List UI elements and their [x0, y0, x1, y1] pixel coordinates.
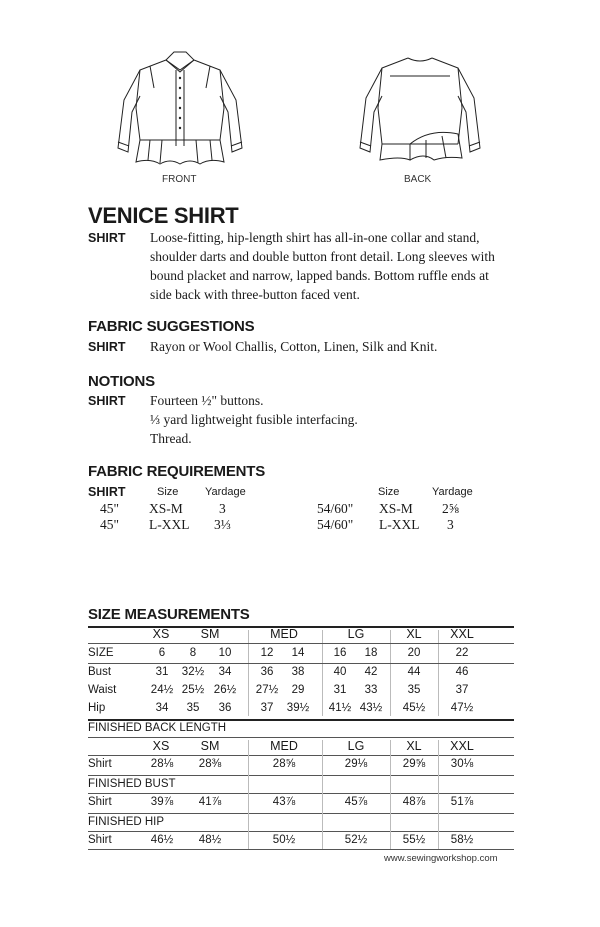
right-size-header: Size	[378, 486, 400, 498]
size-cell: 12	[260, 647, 274, 659]
finished-cell: 29⅛	[344, 758, 368, 770]
measurement-cell: 27½	[255, 684, 279, 696]
finished-heading: FINISHED BACK LENGTH	[88, 722, 227, 734]
size-measurements-heading: SIZE MEASUREMENTS	[88, 606, 250, 623]
measurement-cell: 34	[218, 666, 232, 678]
finished-cell: 30⅛	[450, 758, 474, 770]
measurement-cell: 40	[333, 666, 347, 678]
measurement-cell: 31	[155, 666, 169, 678]
fabric-size: XS-M	[379, 501, 413, 516]
description-label: SHIRT	[88, 231, 126, 245]
measurement-cell: 34	[155, 702, 169, 714]
back-caption: BACK	[404, 174, 432, 185]
finished-cell: 43⅞	[272, 796, 296, 808]
description-text	[150, 228, 530, 304]
footer-url[interactable]: www.sewingworkshop.com	[384, 853, 498, 864]
fabric-width: 45"	[100, 517, 120, 532]
finished-heading: FINISHED BUST	[88, 778, 176, 790]
left-size-header: Size	[157, 486, 179, 498]
measurement-cell: 43½	[359, 702, 383, 714]
measurement-cell: 37	[455, 684, 469, 696]
table-rule	[88, 719, 514, 721]
measurement-cell: 47½	[450, 702, 474, 714]
table-rule	[88, 643, 514, 644]
fabric-yardage: 3	[219, 501, 226, 516]
finished-cell: 28⅝	[272, 758, 296, 770]
measurement-cell: 39½	[286, 702, 310, 714]
finished-cell: 58½	[450, 834, 474, 846]
size-cell: 10	[218, 647, 232, 659]
finished-cell: 55½	[402, 834, 426, 846]
notions-label: SHIRT	[88, 394, 126, 408]
table-rule	[88, 775, 514, 776]
fabric-size: L-XXL	[379, 517, 420, 532]
measurement-cell: 35	[407, 684, 421, 696]
finished-cell: 45⅞	[344, 796, 368, 808]
finished-cell: 48½	[198, 834, 222, 846]
size-cell: 14	[291, 647, 305, 659]
back-illustration	[350, 48, 490, 170]
measurement-cell: 32½	[181, 666, 205, 678]
measurement-cell: 42	[364, 666, 378, 678]
fabric-size: XS-M	[149, 501, 183, 516]
size-cell: 16	[333, 647, 347, 659]
notions-heading: NOTIONS	[88, 373, 155, 390]
description-line: side back with three-button faced vent.	[150, 287, 360, 302]
finished-cell: 46½	[150, 834, 174, 846]
size-group-header: XXL	[450, 627, 474, 641]
measurement-cell: 24½	[150, 684, 174, 696]
size-group-header: XS	[152, 627, 170, 641]
fabric-requirements-heading: FABRIC REQUIREMENTS	[88, 463, 266, 480]
description-line: Loose-fitting, hip-length shirt has all-in-one collar and stand,	[150, 230, 480, 245]
finished-row-label: Shirt	[88, 834, 112, 846]
finished-row-label: Shirt	[88, 796, 112, 808]
measurement-cell: 31	[333, 684, 347, 696]
finished-cell: 28⅛	[150, 758, 174, 770]
measurement-cell: 36	[218, 702, 232, 714]
measurement-cell: 46	[455, 666, 469, 678]
fabric-requirements-label: SHIRT	[88, 485, 126, 499]
finished-cell: 48⅞	[402, 796, 426, 808]
front-illustration	[110, 48, 250, 170]
fabric-yardage: 3	[447, 517, 454, 532]
size-cell: 18	[364, 647, 378, 659]
finished-row-label: Shirt	[88, 758, 112, 770]
fabric-width: 54/60"	[317, 517, 354, 532]
page-title: VENICE SHIRT	[88, 203, 239, 228]
measurement-cell: 36	[260, 666, 274, 678]
finished-heading: FINISHED HIP	[88, 816, 165, 828]
fabric-yardage: 3⅓	[214, 517, 231, 532]
body-row-label: Hip	[88, 702, 106, 714]
fabric-suggestions-heading: FABRIC SUGGESTIONS	[88, 318, 255, 335]
measurement-cell: 29	[291, 684, 305, 696]
left-yardage-header: Yardage	[205, 486, 246, 498]
notions-item: Thread.	[150, 431, 192, 446]
table-rule	[88, 831, 514, 832]
finished-cell: 28⅜	[198, 758, 222, 770]
table-rule	[88, 663, 514, 664]
notions-item: Fourteen ½" buttons.	[150, 393, 264, 408]
size-cell: 22	[455, 647, 469, 659]
size-group-header: SM	[200, 739, 220, 753]
size-group-header: MED	[270, 739, 298, 753]
measurement-cell: 25½	[181, 684, 205, 696]
description-line: shoulder darts and double button front detail. Long sleeves with	[150, 249, 495, 264]
column-divider	[438, 740, 439, 849]
measurement-cell: 45½	[402, 702, 426, 714]
size-group-header: XL	[406, 739, 422, 753]
body-row-label: Waist	[88, 684, 117, 696]
column-divider	[390, 740, 391, 849]
size-group-header: LG	[347, 627, 365, 641]
fabric-yardage: 2⅝	[442, 501, 459, 516]
finished-cell: 52½	[344, 834, 368, 846]
fabric-suggestions-label: SHIRT	[88, 340, 126, 354]
table-rule	[88, 755, 514, 756]
finished-cell: 50½	[272, 834, 296, 846]
table-rule	[88, 737, 514, 738]
size-cell: 8	[189, 647, 197, 659]
table-rule	[88, 849, 514, 850]
finished-cell: 29⅝	[402, 758, 426, 770]
size-group-header: LG	[347, 739, 365, 753]
table-rule	[88, 793, 514, 794]
finished-cell: 41⅞	[198, 796, 222, 808]
table-rule	[88, 813, 514, 814]
size-group-header: XXL	[450, 739, 474, 753]
measurement-cell: 41½	[328, 702, 352, 714]
size-group-header: MED	[270, 627, 298, 641]
notions-list	[150, 391, 358, 448]
size-group-header: SM	[200, 627, 220, 641]
fabric-width: 45"	[100, 501, 120, 516]
fabric-width: 54/60"	[317, 501, 354, 516]
measurement-cell: 33	[364, 684, 378, 696]
fabric-suggestions-text: Rayon or Wool Challis, Cotton, Linen, Silk and Knit.	[150, 339, 438, 354]
front-caption: FRONT	[162, 174, 197, 185]
size-cell: 20	[407, 647, 421, 659]
measurement-cell: 37	[260, 702, 274, 714]
column-divider	[248, 740, 249, 849]
column-divider	[322, 740, 323, 849]
fabric-size: L-XXL	[149, 517, 190, 532]
size-group-header: XS	[152, 739, 170, 753]
body-row-label: Bust	[88, 666, 112, 678]
size-group-header: XL	[406, 627, 422, 641]
measurement-cell: 35	[186, 702, 200, 714]
measurement-cell: 44	[407, 666, 421, 678]
measurement-cell: 26½	[213, 684, 237, 696]
size-row-label: SIZE	[88, 647, 114, 659]
notions-item: ⅓ yard lightweight fusible interfacing.	[150, 412, 358, 427]
finished-cell: 39⅞	[150, 796, 174, 808]
finished-cell: 51⅞	[450, 796, 474, 808]
measurement-cell: 38	[291, 666, 305, 678]
description-line: bound placket and narrow, lapped bands. Bottom ruffle ends at	[150, 268, 489, 283]
size-cell: 6	[158, 647, 166, 659]
right-yardage-header: Yardage	[432, 486, 473, 498]
